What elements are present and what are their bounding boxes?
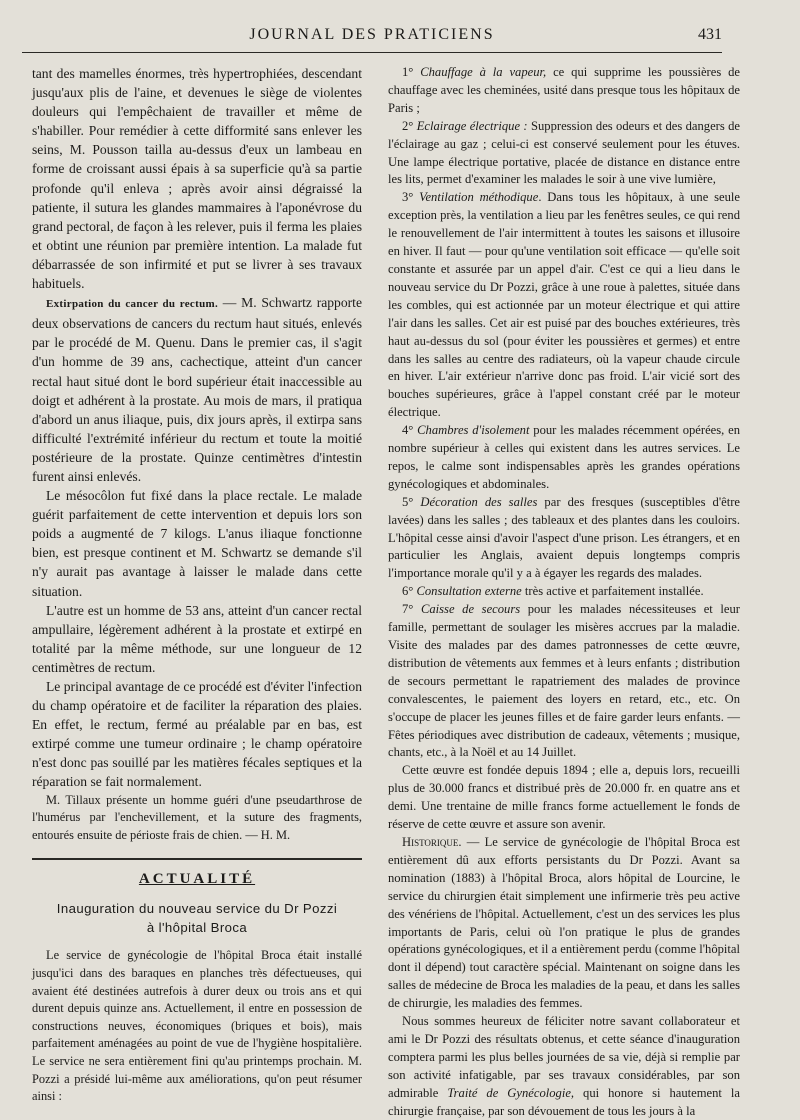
paragraph-mesocolon: Le mésocôlon fut fixé dans la place rectale. Le malade guérit parfaitement de cette intervention et depuis lors son poids a augmenté de 7 kilogs. L'anus iliaque fonctionne bien, est presque continent et M. Schwartz se demande s'il n'y aurait pas avantage à laisser le malade dans cette situation. (32, 488, 362, 599)
section-title: ACTUALITÉ (138, 871, 256, 888)
paragraph-oeuvre: Cette œuvre est fondée depuis 1894 ; elle a, depuis lors, recueilli plus de 30.000 francs et distribué près de 20.000 fr. en quatre ans et demi. Une trentaine de mille francs forme actuellement le fonds de réserve de cette œuvre et assure son avenir. (388, 763, 740, 832)
list-item-lighting-text: Suppression des odeurs et des dangers de l'éclairage au gaz ; celui-ci est conservé seulement pour les étuves. Une lampe électrique portative, placée de distance en distance entre les lits, permet d'examiner les malades le soir à une vive lumière, (388, 118, 740, 187)
article-title (32, 899, 362, 937)
right-column (388, 64, 740, 1120)
page-number: 431 (698, 26, 722, 43)
list-item-ventilation-text: . Dans tous les hôpitaux, à une seule exception près, la ventilation a lieu par les fenêtres seules, ce qui rend le renouvellement de l'air intermittent à toutes les saisons et illusoire en hiver. Il faut — pour qu'une ventilation soit efficace — qu'elle soit constante et assurée par un appel d'air. C'est ce qui a lieu dans le nouveau service du Dr Pozzi, grâce à une roue à palettes, située dans les combles, qui est actionnée par un moteur électrique et qui attire l'air dans les salles. Cet air est puisé par des bouches extérieures, très haut au-dessus du sol (pour éviter les poussières et germes) et entre dans les salles au centre des radiateurs, où la vapeur chaude circule en hiver. L'air extérieur n'arrive donc pas froid. L'air vicié sort des bouches supérieures, grâce à l'appel constant créé par le moteur électrique. (388, 190, 740, 420)
paragraph-advantage: Le principal avantage de ce procédé est d'éviter l'infection du champ opératoire et de faciliter la réparation des plaies. En effet, le rectum, fermé au préalable par en bas, est extirpé comme une tumeur ordinaire ; le champ opératoire n'est donc pas souillé par les matières fécales septiques et la réparation se fait normalement. (32, 679, 362, 790)
paragraph-historique-text: — Le service de gynécologie de l'hôpital Broca est entièrement dû aux efforts persistants du Dr Pozzi. Avant sa nomination (1883) à l'hôpital Broca, alors hôpital de Lourcine, le service du chirurgien était simplement une infirmerie très peu active des vénériens de l'hôpital. Actuellement, c'est un des services les plus importants de Paris, celui où l'on pratique le plus de grandes opérations gynécologiques, et il a entièrement perdu (comme l'hôpital dont il dépend) tout caractère spécial. Maintenant on soigne dans les salles de médecine de Broca les maladies de la peau, et dans les salles de chirurgie, les maladies des femmes. (388, 834, 740, 1011)
list-item-relief-fund-text: pour les malades nécessiteuses et leur famille, permettant de soulager les misères accrues par la maladie. Visite des malades par des dames patronnesses de cette œuvre, distribution de vêtements aux femmes et à leurs enfants ; distribution de secours permettant le rapatriement des malades de province convalescentes, le paiement des loyers en retard, etc., etc. On s'occupe de placer les jeunes filles et de faire garder leurs enfants. — Fêtes périodiques avec distribution de cadeaux, vêtements ; musique, chants, etc., à la Noël et au 14 Juillet. (388, 602, 740, 760)
list-item-decoration-text: par des fresques (susceptibles d'être lavées) dans les salles ; des tableaux et des plantes dans les couloirs. L'hôpital cesse ainsi d'avoir l'aspect d'une prison. Les étrangers, et en particulier les Anglais, avaient depuis longtemps compris l'importance morale qu'il y a à égayer les regards des malades. (388, 494, 740, 581)
list-item-decoration-label: Décoration des salles (420, 494, 538, 509)
left-column (32, 64, 362, 1106)
section-divider (32, 858, 362, 860)
paragraph-congratulations-a: Nous sommes heureux de féliciter notre savant collaborateur et ami le Dr Pozzi des résultats obtenus, et cette séance d'inauguration comptera parmi les plus belles journées de sa vie, déjà si remplie par son activité infatigable, par ses travaux considérables, par son admirable (388, 1014, 740, 1100)
list-item-isolation: 4° Chambres d'isolement pour les malades récemment opérées, en nombre supérieur à celles qui existent dans les autres services. Le repos, le calme sont indispensables après les grandes opérations gynécologiques et abdominales. (388, 423, 740, 491)
subheading-rectum-cancer: Extirpation du cancer du rectum. (46, 298, 218, 311)
article-title-line-1: Inauguration du nouveau service du Dr Pozzi (56, 901, 338, 917)
list-item-consultation-text: très active et parfaitement installée. (521, 584, 704, 599)
list-item-heating-label: Chauffage à la vapeur, (420, 65, 547, 79)
list-item-consultation: 6° Consultation externe très active et parfaitement installée. (402, 584, 704, 599)
paragraph-rectum-cancer-text: — M. Schwartz rapporte deux observations de cancers du rectum haut situés, enlevés par le procédé de M. Quenu. Dans le premier cas, il s'agit d'un homme de 39 ans, cachectique, atteint d'un cancer rectal haut situé dont le bord supérieur était inaccessible au doigt et adhérent à la prostate. Au mois de mars, il pratiqua d'abord un anus iliaque, puis, dix jours après, il extirpa sans difficulté l'extrémité inférieur du rectum et toute la moitié postérieure de la prostate. Quinze centimètres d'intestin furent ainsi enlevés. (32, 295, 362, 484)
paragraph-inauguration: Le service de gynécologie de l'hôpital Broca était installé jusqu'ici dans des baraques en planches très défectueuses, qui avaient été destinées autrefois à durer deux ou trois ans et qui durent depuis quinze ans. Actuellement, il entre en possession de constructions neuves, économiques (briques et bois), mais parfaitement aménagées au point de vue de l'hygiène hospitalière. Le service ne sera entièrement fini qu'au printemps prochain. M. Pozzi a présidé lui-même aux améliorations, qu'on peut résumer ainsi : (32, 948, 362, 1104)
list-item-lighting-label: Eclairage électrique : (416, 118, 528, 133)
list-item-ventilation-label: Ventilation méthodique (419, 190, 539, 205)
paragraph-congratulations (388, 1013, 740, 1120)
list-item-isolation-label: Chambres d'isolement (417, 423, 530, 438)
book-title: Traité de Gynécologie, (447, 1085, 575, 1100)
list-item-consultation-label: Consultation externe (416, 584, 522, 599)
article-title-line-2: à l'hôpital Broca (146, 920, 248, 936)
list-item-heating-text: ce qui supprime les poussières de chauffage avec les cheminées, usité dans presque tous les hôpitaux de Paris ; (388, 65, 741, 115)
paragraph-rectum-cancer (32, 293, 362, 486)
paragraph-historique (388, 834, 740, 1013)
running-title: JOURNAL DES PRATICIENS (249, 26, 495, 43)
paragraph-second-case: L'autre est un homme de 53 ans, atteint d'un cancer rectal ampullaire, légèrement adhérent à la prostate et extirpé en totalité par la même méthode, sur une longueur de 12 centimètres de rectum. (32, 602, 362, 675)
list-item-relief-fund: 7° Caisse de secours pour les malades nécessiteuses et leur famille, permettant de soulager les misères accrues par la maladie. Visite des malades par des dames patronnesses de cette œuvre, distribution de vêtements aux femmes et à leurs enfants ; distribution de secours permettant le rapatriement des malades de province convalescentes, le paiement des loyers en retard, etc., etc. On s'occupe de placer les jeunes filles et de faire garder leurs enfants. — Fêtes périodiques avec distribution de cadeaux, vêtements ; musique, chants, etc., à la Noël et au 14 Juillet. (388, 602, 740, 760)
list-item-lighting: 2° Eclairage électrique : Suppression des odeurs et des dangers de l'éclairage au gaz ; celui-ci est conservé seulement pour les étuves. Une lampe électrique portative, placée de distance en distance entre les lits, permet d'examiner les malades le soir à une vive lumière, (388, 118, 740, 187)
paragraph-tillaux: M. Tillaux présente un homme guéri d'une pseudarthrose de l'humérus par l'enchevillement, et la suture des fragments, entourés ensuite de périoste frais de chien. — H. M. (32, 792, 362, 842)
list-item-heating: 1° Chauffage à la vapeur, ce qui supprime les poussières de chauffage avec les cheminées, usité dans presque tous les hôpitaux de Paris ; (388, 65, 741, 115)
paragraph-mammoplasty: tant des mamelles énormes, très hypertrophiées, descendant jusqu'aux plis de l'aine, et devenues le siège de violentes douleurs qui l'empêchaient de travailler et même de s'habiller. Pour remédier à cette difformité sans enlever les seins, M. Pousson tailla au-dessus d'eux un lambeau en forme de croissant aussi épais à sa superficie qu'à sa partie profonde qu'il enleva ; après avoir ainsi dégraissé la patiente, il sutura les glandes mammaires à l'aponévrose du grand pectoral, de façon à les relever, puis il ferma les plaies et obtint une réunion par première intention. La malade fut débarrassée de son infirmité et put se livrer à ses travaux habituels. (32, 66, 362, 292)
list-item-ventilation: 3° Ventilation méthodique. Dans tous les hôpitaux, à une seule exception près, la ventilation a lieu par les fenêtres seules, ce qui rend le renouvellement de l'air intermittent à toutes les saisons et illusoire en hiver. Il faut — pour qu'une ventilation soit efficace — qu'elle soit constante et assurée par un appel d'air. C'est ce qui a lieu dans le nouveau service du Dr Pozzi, grâce à une roue à palettes, située dans les combles, qui est actionnée par un moteur électrique et qui attire l'air dans les salles. Cet air est puisé par des bouches extérieures, très haut au-dessus du sol (pour éviter les poussières et germes) et entre dans les salles au centre des radiateurs, où la vapeur chaude circule en hiver. L'air extérieur n'arrive donc pas froid. L'air vicié sort des bouches supérieures, grâce à l'appel constant créé par le moteur électrique. (388, 190, 740, 420)
subheading-historique: Historique. (402, 834, 462, 849)
page-header (22, 22, 722, 53)
list-item-isolation-text: pour les malades récemment opérées, en nombre supérieur à celles qui existent dans les autres services. Le repos, le calme sont indispensables après les grandes opérations gynécologiques et abdominales. (388, 423, 740, 491)
list-item-relief-fund-label: Caisse de secours (420, 602, 521, 617)
paragraph-congratulations-b: qui honore si hautement la chirurgie française, par son dévouement de tous les jours à la (388, 1085, 740, 1118)
list-item-decoration: 5° Décoration des salles par des fresques (susceptibles d'être lavées) dans les salles ; des tableaux et des plantes dans les couloirs. L'hôpital cesse ainsi d'avoir l'aspect d'une prison. Les étrangers, et en particulier les Anglais, avaient depuis longtemps compris l'importance morale qu'il y a à égayer les regards des malades. (388, 494, 740, 581)
